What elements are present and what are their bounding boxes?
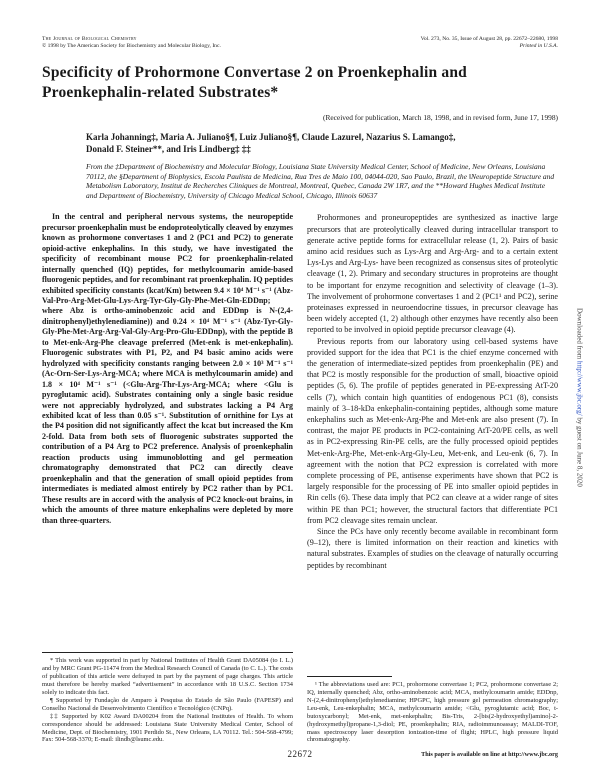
footnote-abbreviations: ¹ The abbreviations used are: PC1, prohormone convertase 1; PC2, prohormone convertase 2; IQ, internally quenched; Abz, ortho-aminobenzoic acid; MCA, methylcoumarin amide; EDDnp, N-(2,4-dinitrophenyl)ethylenediamine; HPGPC, high pressure gel permeation chromatography; Leu-enk, Leu-enkephalin; MCA, methylcoumarin amide; <Glu, pyroglutamic acid; Boc, t-butoxycarbonyl; Met-enk, met-enkephalin; Bis-Tris, 2-[bis(2-hydroxyethyl)amino]-2-(hydroxymethyl)propane-1,3-diol; PE, proenkephalin; RIA, radioimmunoassay; MALDI-TOF, mass spectroscopy laser desorption ionization-time of flight; HPLC, high pressure liquid chromatography. <box>307 681 558 744</box>
footnote-correspondence: ‡‡ Supported by K02 Award DA00204 from the National Institutes of Health. To whom correspondence should be addressed: Louisiana State University Medical Center, School of Medicine, Dept. of Biochemistry, 1901 Perdido St., New Orleans, LA 70112. Tel.: 504-568-4799; Fax: 504-568-3370; E-mail: ilindb@lsumc.edu. <box>42 712 293 744</box>
intro-paragraph-2: Previous reports from our laboratory using cell-based systems have provided support for the idea that PC1 is the chief enzyme concerned with the generation of intermediate-sized peptides from proenkephalin (PE) and that PC2 is mostly responsible for the production of small, bioactive opioid peptides (5, 6). The profile of peptides generated in PE-expressing AtT-20 cells (7), which contain high quantities of endogenous PC1 (8), consists mainly of 3–18-kDa enkephalin-containing peptides, although some mature enkephalins such as Met-enk-Arg-Phe and Met-enk are also present (7). In contrast, the major PE products in PC2-containing AtT-20/PE cells, as well as in PC2-expressing Rin-PE cells, are the fully processed opioid peptides Met-enk-Arg-Phe, Met-enk-Arg-Gly-Leu, Met-enk, and Leu-enk (6, 7). In agreement with the notion that PC2 expression is correlated with more complete processing of PE, antisense experiments have shown that PC2 is largely responsible for the processing of PE into smaller opioid peptides in Rin cells (6). These data imply that PC2 can cleave at a wider range of sites within PE than PC1; however, the structural factors that differentiate PC1 from PC2 cleavage sites remain unclear. <box>307 336 558 525</box>
availability-note: This paper is available on line at http://www.jbc.org <box>421 751 558 759</box>
right-column <box>307 212 558 744</box>
page-footer <box>42 749 558 763</box>
jbc-url-link[interactable]: http://www.jbc.org/ <box>575 360 584 416</box>
masthead <box>42 36 558 50</box>
right-footnotes <box>307 676 558 744</box>
authors-line-2: Donald F. Steiner**, and Iris Lindberg‡ ‡‡ <box>86 143 251 154</box>
printed-in: Printed in U.S.A. <box>519 43 558 49</box>
watermark-prefix: Downloaded from <box>575 308 584 361</box>
intro-paragraph-1: Prohormones and proneuropeptides are synthesized as inactive large precursors that are proteolytically cleaved during intracellular transport to generate active peptide forms for extracellular release (1, 2). Pairs of basic amino acid residues such as Lys-Arg and Arg-Arg- and to a certain extent Lys-Lys and Arg-Lys- have been recognized as consensus sites of proteolytic cleavage (1, 2). Primary and secondary structures in proproteins are thought to be important for enzyme recognition and selectivity of cleavage (1–3). The involvement of prohormone convertases 1 and 2 (PC1¹ and PC2), serine proteinases expressed in neuroendocrine tissues, in precursor cleavage has been widely accepted (1, 2) although other enzymes have recently also been reported to be involved in opioid peptide precursor cleavage (4). <box>307 213 558 335</box>
intro-paragraph-3: Since the PCs have only recently become available in recombinant form (9–12), there is limited information on their reaction and kinetics with natural substrates. Examples of studies on the cleavage of naturally occurring peptides by recombinant <box>307 527 558 570</box>
masthead-right <box>421 36 558 50</box>
abstract: In the central and peripheral nervous systems, the neuropeptide precursor proenkephalin must be endoproteolytically cleaved by enzymes known as prohormone convertases 1 and 2 (PC1 and PC2) to generate opioid-active enkephalins. In this study, we have investigated the specificity of recombinant mouse PC2 for proenkephalin-related internally quenched (IQ) peptides, for methylcoumarin amide-based fluorogenic peptides, and for recombinant rat proenkephalin. IQ peptides exhibited specificity constants (kcat/Km) between 9.4 × 10⁴ M⁻¹ s⁻¹ (Abz-Val-Pro-Arg-Met-Glu-Lys-Arg-Tyr-Gly-Gly-Phe-Met-Gln-EDDnp; where Abz is ortho-aminobenzoic acid and EDDnp is N-(2,4-dinitrophenyl)ethylenediamine)) and 0.24 × 10⁴ M⁻¹ s⁻¹ (Abz-Tyr-Gly-Gly-Phe-Met-Arg-Arg-Val-Gly-Arg-Pro-Glu-EDDnp), with the peptide B to Met-enk-Arg-Phe cleavage preferred (Met-enk is met-enkephalin). Fluorogenic substrates with P1, P2, and P4 basic amino acids were hydrolyzed with specificity constants ranging between 2.0 × 10³ M⁻¹ s⁻¹ (Ac-Orn-Ser-Lys-Arg-MCA; where MCA is methylcoumarin amide) and 1.8 × 10⁴ M⁻¹ s⁻¹ (<Glu-Arg-Thr-Lys-Arg-MCA; where <Glu is pyroglutamic acid). Substrates containing only a single basic residue were not appreciably hydrolyzed, and substrates lacking a P4 Arg exhibited kcat of less than 0.05 s⁻¹. Substitution of ornithine for Lys at the P4 position did not significantly affect the kcat but increased the Km 2-fold. Data from both sets of fluorogenic substrates supported the contribution of a P4 Arg to PC2 preference. Analysis of proenkephalin reaction products using immunoblotting and gel permeation chromatography demonstrated that PC2 can directly cleave proenkephalin and that the generation of small opioid peptides from intermediates is mediated almost entirely by PC2 rather than by PC1. These results are in accord with the analysis of PC2 knock-out brains, in which the amounts of three mature enkephalins were depleted by more than three-quarters. <box>42 212 293 525</box>
footnote-rule <box>42 652 293 653</box>
download-watermark <box>574 223 585 573</box>
copyright-line: © 1998 by The American Society for Biochemistry and Molecular Biology, Inc. <box>42 43 221 49</box>
affiliations: From the ‡Department of Biochemistry and Molecular Biology, Louisiana State University Medical Center, School of Medicine, New Orleans, Louisiana 70112, the §Department of Biophysics, Escola Paulista de Medicina, Rua Tres de Maio 100, 04044-020, Sao Paulo, Brazil, the ‖Neuropeptide Structure and Metabolism Laboratory, Institut de Recherches Cliniques de Montreal, Montreal, Quebec, Canada 2W 1R7, and the **Howard Hughes Medical Institute and Department of Biochemistry, University of Chicago Medical School, Chicago, Illinois 60637 <box>86 162 555 200</box>
footnote-rule <box>307 676 392 677</box>
page-number: 22672 <box>287 749 313 760</box>
article-title: Specificity of Prohormone Convertase 2 on Proenkephalin and Proenkephalin-related Substrates* <box>42 64 467 101</box>
watermark-suffix: by guest on June 8, 2020 <box>575 415 584 487</box>
footnote-fapesp: ¶ Supported by Fundação de Amparo à Pesquisa do Estado de São Paulo (FAPESP) and Conselho Nacional de Desenvolvimento Científico e Tecnológico (CNPq). <box>42 696 293 712</box>
author-list <box>86 132 558 155</box>
masthead-left <box>42 36 221 50</box>
received-line: (Received for publication, March 18, 1998, and in revised form, June 17, 1998) <box>322 113 558 122</box>
journal-name: The Journal of Biological Chemistry <box>42 36 137 42</box>
footnote-support: * This work was supported in part by National Institutes of Health Grant DA05084 (to I. L.) and by MRC Grant PG-11474 from the Medical Research Council of Canada (to C. L.). The costs of publication of this article were defrayed in part by the payment of page charges. This article must therefore be hereby marked “advertisement” in accordance with 18 U.S.C. Section 1734 solely to indicate this fact. <box>42 657 293 697</box>
left-footnotes <box>42 652 293 744</box>
authors-line-1: Karla Johanning‡, Maria A. Juliano§¶, Luiz Juliano§¶, Claude Lazure‖, Nazarius S. Lamango‡, <box>86 132 456 142</box>
two-column-body <box>42 212 558 744</box>
issue-info: Vol. 273, No. 35, Issue of August 28, pp. 22672–22680, 1998 <box>420 36 558 42</box>
left-column <box>42 212 293 744</box>
